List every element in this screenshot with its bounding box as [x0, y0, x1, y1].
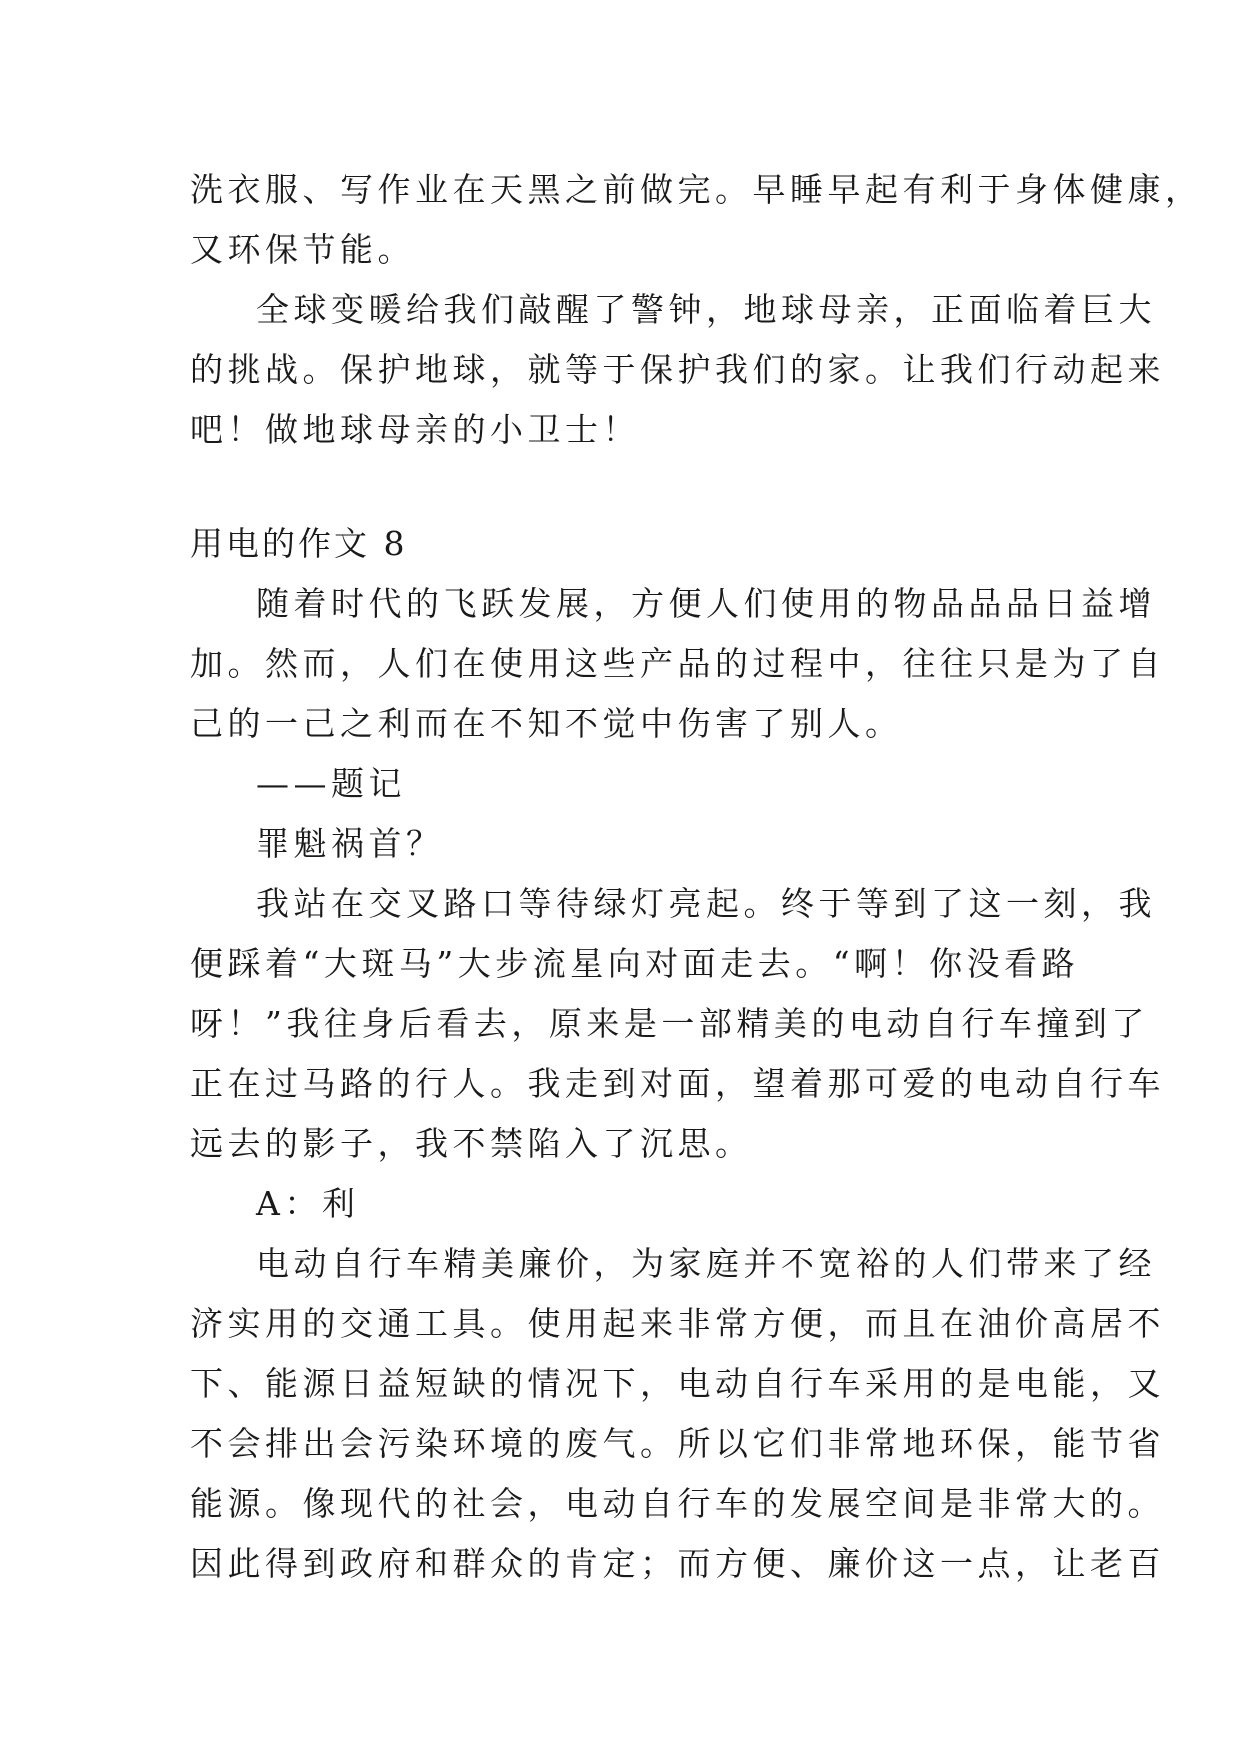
text-line: 下、能源日益短缺的情况下，电动自行车采用的是电能，又 [190, 1364, 1165, 1403]
text-line: 己的一己之利而在不知不觉中伤害了别人。 [190, 704, 903, 743]
text-line: 能源。像现代的社会，电动自行车的发展空间是非常大的。 [190, 1484, 1165, 1523]
text-line: 洗衣服、写作业在天黑之前做完。早睡早起有利于身体健康， [190, 170, 1203, 209]
text-line: 全球变暖给我们敲醒了警钟，地球母亲，正面临着巨大 [256, 290, 1156, 329]
text-line: 随着时代的飞跃发展，方便人们使用的物品品品日益增 [256, 584, 1156, 623]
subheading: 罪魁祸首？ [256, 824, 444, 863]
inscription: ——题记 [256, 764, 406, 803]
paragraph-intro-end [190, 160, 1203, 280]
text-line: 济实用的交通工具。使用起来非常方便，而且在油价高居不 [190, 1304, 1165, 1343]
section-a-heading: A：利 [256, 1184, 360, 1223]
text-line: 的挑战。保护地球，就等于保护我们的家。让我们行动起来 [190, 350, 1165, 389]
text-line: 因此得到政府和群众的肯定；而方便、廉价这一点，让老百 [190, 1544, 1165, 1583]
paragraph-advantages [190, 1234, 1165, 1594]
essay-title: 用电的作文 8 [190, 524, 408, 563]
section-gap [190, 460, 1070, 514]
document-page [190, 160, 1203, 1594]
text-line: 呀！”我往身后看去，原来是一部精美的电动自行车撞到了 [190, 1004, 1149, 1043]
text-line: 又环保节能。 [190, 230, 415, 269]
text-line: 不会排出会污染环境的废气。所以它们非常地环保，能节省 [190, 1424, 1165, 1463]
text-line: 我站在交叉路口等待绿灯亮起。终于等到了这一刻，我 [256, 884, 1156, 923]
paragraph-preface [190, 574, 1165, 754]
paragraph-global-warming [190, 280, 1165, 460]
text-line: 电动自行车精美廉价，为家庭并不宽裕的人们带来了经 [256, 1244, 1156, 1283]
text-line: 吧！做地球母亲的小卫士！ [190, 410, 640, 449]
text-line: 远去的影子，我不禁陷入了沉思。 [190, 1124, 753, 1163]
text-line: 正在过马路的行人。我走到对面，望着那可爱的电动自行车 [190, 1064, 1165, 1103]
text-line: 加。然而，人们在使用这些产品的过程中，往往只是为了自 [190, 644, 1165, 683]
text-line: 便踩着“大斑马”大步流星向对面走去。“啊！你没看路 [190, 944, 1080, 983]
paragraph-crossing [190, 874, 1165, 1174]
